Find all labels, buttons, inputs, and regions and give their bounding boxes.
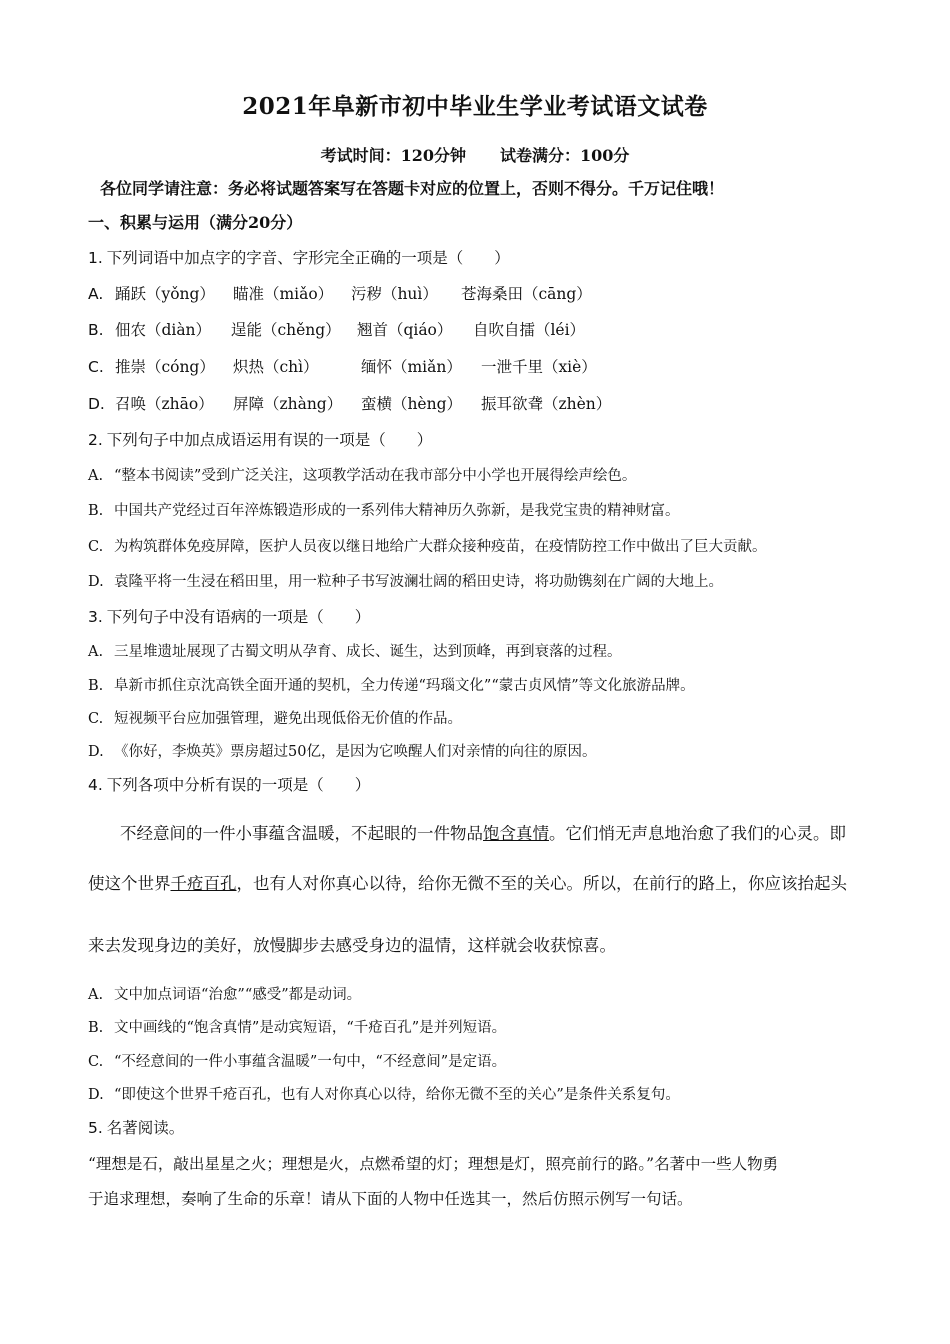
option-text: “不经意间的一件小事蕴含温暖”一句中，“不经意间”是定语。 [114, 1054, 507, 1070]
option-label: B. [88, 503, 104, 519]
option-label: A. [88, 644, 104, 660]
question-3 [88, 605, 370, 627]
option-text: 《你好，李焕英》票房超过50亿，是因为它唤醒人们对亲情的向往的原因。 [114, 744, 597, 760]
option-item: 一泄千里（xiè） [480, 358, 597, 376]
option-text: 袁隆平将一生浸在稻田里，用一粒种子书写波澜壮阔的稻田史诗，将功勋镌刻在广阔的大地上。 [114, 574, 723, 590]
option-label: A. [88, 468, 104, 484]
option-item: 佃农（diàn） [114, 321, 212, 339]
question-stem: 名著阅读。 [106, 1119, 185, 1137]
q2-option-a [88, 464, 636, 485]
option-text: 文中画线的“饱含真情”是动宾短语，“千疮百孔”是并列短语。 [114, 1020, 507, 1036]
q1-option-c [88, 355, 597, 377]
notice-text: 各位同学请注意：务必将试题答案写在答题卡对应的位置上，否则不得分。千万记住哦！ [100, 179, 725, 198]
passage-text: 使这个世界 [88, 874, 171, 893]
q4-option-c [88, 1050, 506, 1071]
question-4 [88, 773, 370, 795]
option-text: 文中加点词语“治愈”“感受”都是动词。 [114, 987, 362, 1003]
q5-text-line-2: 于追求理想，奏响了生命的乐章！请从下面的人物中任选其一，然后仿照示例写一句话。 [88, 1190, 693, 1208]
section-heading: 一、积累与运用（满分20分） [88, 213, 303, 232]
option-text: 阜新市抓住京沈高铁全面开通的契机，全力传递“玛瑙文化”“蒙古贞风情”等文化旅游品牌。 [114, 678, 695, 694]
question-stem: 下列各项中分析有误的一项是（ ） [106, 776, 371, 794]
option-item: 苍海桑田（cāng） [460, 285, 592, 303]
option-text: “即使这个世界千疮百孔，也有人对你真心以待，给你无微不至的关心”是条件关系复句。 [114, 1087, 680, 1103]
option-label: C. [88, 358, 104, 376]
option-item: 召唤（zhāo） [114, 395, 214, 413]
passage-line-3: 来去发现身边的美好，放慢脚步去感受身边的温情，这样就会收获惊喜。 [88, 936, 616, 955]
option-item: 翘首（qiáo） [356, 321, 453, 339]
option-text: 三星堆遗址展现了古蜀文明从孕育、成长、诞生，达到顶峰，再到衰落的过程。 [114, 644, 622, 660]
option-item: 炽热（chì） [232, 358, 319, 376]
option-item: 逞能（chěng） [230, 321, 341, 339]
q1-option-b [88, 318, 585, 340]
option-label: D. [88, 1087, 104, 1103]
q5-text-line-1: “理想是石，敲出星星之火；理想是火，点燃希望的灯；理想是灯，照亮前行的路。”名著中一些人物勇 [88, 1155, 779, 1173]
q3-option-c [88, 707, 462, 728]
q3-option-d [88, 740, 596, 761]
underlined-phrase: 千疮百孔 [170, 874, 237, 893]
question-number: 1. [88, 249, 103, 267]
q4-option-d [88, 1083, 680, 1104]
question-5 [88, 1116, 184, 1138]
passage-text: 。它们悄无声息地治愈了我们的心灵。即 [549, 824, 846, 843]
option-label: B. [88, 678, 104, 694]
option-item: 缅怀（miǎn） [360, 358, 462, 376]
passage-line-2 [88, 870, 868, 894]
underlined-phrase: 饱含真情 [483, 824, 549, 843]
option-label: B. [88, 1020, 104, 1036]
q2-option-b [88, 499, 680, 520]
passage-text: 不经意间的一件小事蕴含温暖，不起眼的一件物品 [120, 824, 483, 843]
question-number: 3. [88, 608, 103, 626]
question-stem: 下列句子中没有语病的一项是（ ） [106, 608, 371, 626]
passage-text: ，也有人对你真心以待，给你无微不至的关心。所以，在前行的路上，你应该抬起头 [236, 874, 847, 893]
q2-option-c [88, 535, 767, 556]
option-item: 振耳欲聋（zhèn） [480, 395, 612, 413]
q4-option-b [88, 1016, 506, 1037]
q1-option-d [88, 392, 611, 414]
option-item: 推崇（cóng） [114, 358, 215, 376]
exam-info [0, 143, 950, 166]
question-2 [88, 428, 432, 450]
option-item: 踊跃（yǒng） [114, 285, 215, 303]
option-label: A. [88, 285, 104, 303]
option-label: D. [88, 395, 105, 413]
option-label: C. [88, 1054, 104, 1070]
option-label: C. [88, 711, 104, 727]
option-item: 自吹自擂（léi） [472, 321, 586, 339]
option-text: 为构筑群体免疫屏障，医护人员夜以继日地给广大群众接种疫苗，在疫情防控工作中做出了巨大贡献。 [114, 539, 767, 555]
option-label: B. [88, 321, 104, 339]
exam-time: 考试时间：120分钟 [320, 146, 466, 165]
option-label: A. [88, 987, 104, 1003]
question-stem: 下列句子中加点成语运用有误的一项是（ ） [106, 431, 433, 449]
option-label: D. [88, 574, 104, 590]
exam-title: 2021年阜新市初中毕业生学业考试语文试卷 [242, 93, 708, 120]
option-label: D. [88, 744, 104, 760]
question-number: 4. [88, 776, 103, 794]
q4-option-a [88, 983, 361, 1004]
q3-option-a [88, 640, 622, 661]
q3-option-b [88, 674, 695, 695]
option-label: C. [88, 539, 104, 555]
passage-line-1 [120, 820, 900, 844]
question-number: 5. [88, 1119, 103, 1137]
option-text: “整本书阅读”受到广泛关注，这项教学活动在我市部分中小学也开展得绘声绘色。 [114, 468, 637, 484]
option-item: 蛮横（hèng） [360, 395, 462, 413]
q2-option-d [88, 570, 723, 591]
option-item: 瞄准（miǎo） [232, 285, 334, 303]
option-item: 污秽（huì） [350, 285, 438, 303]
question-1 [88, 246, 510, 268]
option-text: 短视频平台应加强管理，避免出现低俗无价值的作品。 [114, 711, 462, 727]
option-item: 屏障（zhàng） [232, 395, 343, 413]
option-text: 中国共产党经过百年淬炼锻造形成的一系列伟大精神历久弥新，是我党宝贵的精神财富。 [114, 503, 680, 519]
question-number: 2. [88, 431, 103, 449]
full-score: 试卷满分：100分 [500, 146, 630, 165]
question-stem: 下列词语中加点字的字音、字形完全正确的一项是（ ） [106, 249, 510, 267]
q1-option-a [88, 282, 592, 304]
